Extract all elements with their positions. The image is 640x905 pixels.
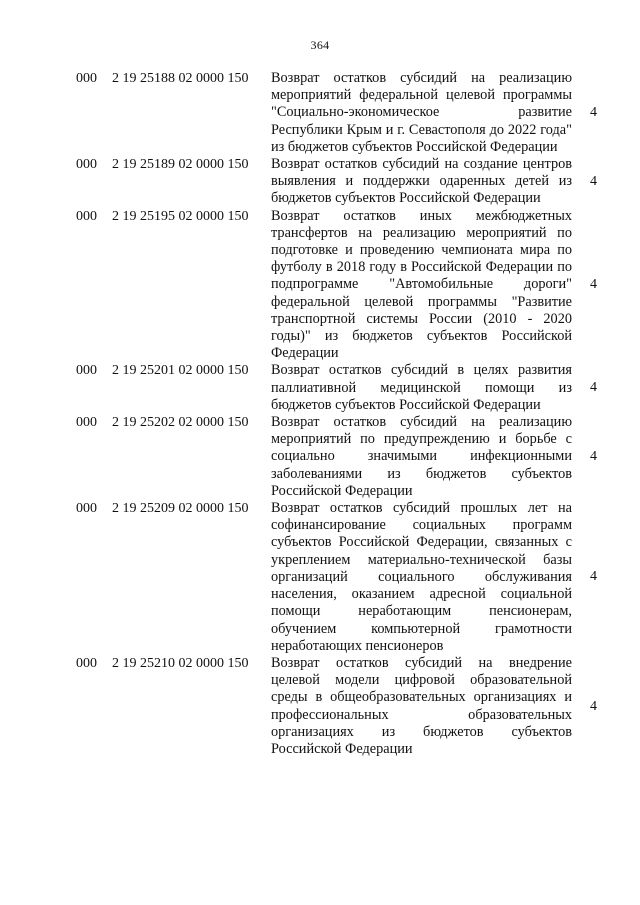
norm-cell: 4 (590, 449, 597, 465)
norm-cell: 4 (590, 173, 597, 189)
norm-cell: 4 (590, 698, 597, 714)
table-row (0, 362, 640, 414)
table-row (0, 208, 640, 363)
admin-code-cell: 000 (76, 71, 97, 86)
budget-code-cell: 2 19 25201 02 0000 150 (112, 363, 249, 379)
admin-code-cell: 000 (76, 501, 97, 517)
description-cell: Возврат остатков иных межбюджетных трансфертов на реализацию мероприятий по подготовке и проведению чемпионата мира по футболу в 2018 году в Российской Федерации по подпрограмме "Автомобильные дороги" федеральной целевой программы "Развитие транспортной системы России (2010 - 2020 годы)" из бюджетов субъектов Российской Федерации (271, 207, 572, 362)
budget-code-cell: 2 19 25209 02 0000 150 (112, 501, 249, 517)
admin-code-cell: 000 (76, 415, 97, 431)
description-cell: Возврат остатков субсидий на внедрение целевой модели цифровой образовательной среды в общеобразовательных организациях и профессиональных образовательных организациях из бюджетов субъектов Российской Федерации (271, 654, 572, 757)
table-row (0, 500, 640, 655)
admin-code-cell: 000 (76, 363, 97, 379)
description-cell: Возврат остатков субсидий прошлых лет на софинансирование социальных программ субъектов Российской Федерации, связанных с укреплением материально-технической базы организаций социального обслуживания населения, оказанием адресной социальной помощи неработающим пенсионерам, обучением компьютерной грамотности неработающих пенсионеров (271, 500, 572, 654)
budget-code-cell: 2 19 25202 02 0000 150 (112, 415, 249, 431)
budget-code-cell: 2 19 25210 02 0000 150 (112, 655, 249, 671)
table-row (0, 70, 640, 156)
admin-code-cell: 000 (76, 655, 97, 671)
table-row (0, 414, 640, 500)
admin-code-cell: 000 (76, 157, 97, 173)
admin-code-cell: 000 (76, 208, 97, 224)
budget-code-table (0, 70, 640, 758)
table-row (0, 156, 640, 208)
table-row (0, 655, 640, 758)
budget-code-cell: 2 19 25188 02 0000 150 (112, 71, 249, 86)
norm-cell: 4 (590, 277, 597, 293)
page-number: 364 (310, 38, 330, 52)
description-cell: Возврат остатков субсидий на реализацию мероприятий по предупреждению и борьбе с социально значимыми инфекционными заболеваниями из бюджетов субъектов Российской Федерации (271, 414, 572, 499)
norm-cell: 4 (590, 105, 597, 120)
description-cell: Возврат остатков субсидий в целях развития паллиативной медицинской помощи из бюджетов субъектов Российской Федерации (271, 362, 572, 413)
description-cell: Возврат остатков субсидий на создание центров выявления и поддержки одаренных детей из бюджетов субъектов Российской Федерации (271, 156, 572, 207)
norm-cell: 4 (590, 569, 597, 585)
norm-cell: 4 (590, 380, 597, 396)
budget-code-cell: 2 19 25189 02 0000 150 (112, 157, 249, 173)
description-cell: Возврат остатков субсидий на реализацию мероприятий федеральной целевой программы "Социально-экономическое развитие Республики Крым и г. Севастополя до 2022 года" из бюджетов субъектов Российской Федерации (271, 70, 572, 155)
budget-code-cell: 2 19 25195 02 0000 150 (112, 208, 249, 224)
